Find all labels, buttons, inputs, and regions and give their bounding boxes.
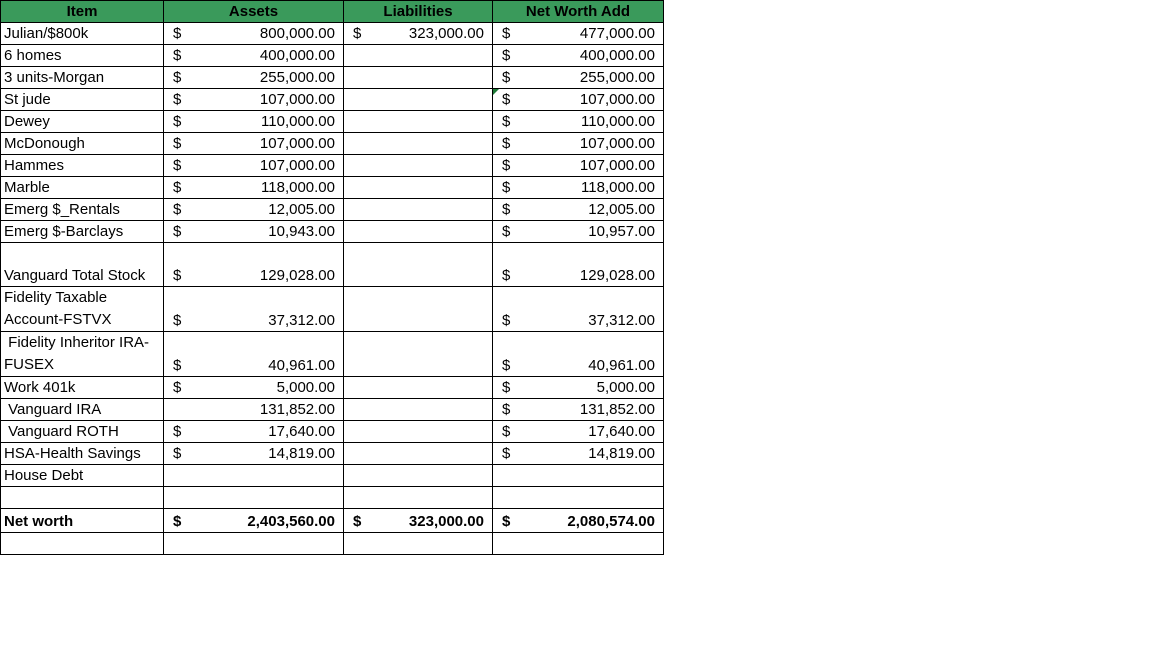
assets-cell[interactable] xyxy=(164,133,344,155)
liabilities-cell[interactable] xyxy=(344,177,493,199)
item-cell[interactable]: Hammes xyxy=(1,155,164,177)
currency-symbol: $ xyxy=(173,135,182,152)
currency-symbol: $ xyxy=(173,69,182,86)
amount: 118,000.00 xyxy=(581,179,655,196)
amount: 12,005.00 xyxy=(268,201,335,218)
table-row xyxy=(1,421,664,443)
net-cell[interactable] xyxy=(493,67,664,89)
currency-symbol: $ xyxy=(502,201,511,218)
liabilities-cell[interactable] xyxy=(344,399,493,421)
table-row xyxy=(1,287,664,332)
net-cell[interactable] xyxy=(493,221,664,243)
amount: 800,000.00 xyxy=(259,25,335,42)
item-cell[interactable]: McDonough xyxy=(1,133,164,155)
item-cell[interactable]: Fidelity Inheritor IRA-FUSEX xyxy=(1,332,164,377)
empty-cell[interactable] xyxy=(164,487,344,509)
amount: 107,000.00 xyxy=(259,91,335,108)
header-liabilities[interactable]: Liabilities xyxy=(344,1,493,23)
assets-cell[interactable] xyxy=(164,421,344,443)
table-row xyxy=(1,155,664,177)
table-row xyxy=(1,111,664,133)
item-cell[interactable]: 6 homes xyxy=(1,45,164,67)
liabilities-cell[interactable] xyxy=(344,221,493,243)
empty-cell[interactable] xyxy=(344,533,493,555)
net-cell[interactable] xyxy=(493,177,664,199)
item-cell[interactable]: Vanguard Total Stock xyxy=(1,243,164,287)
header-row xyxy=(1,1,664,23)
amount: 110,000.00 xyxy=(581,113,655,130)
empty-row xyxy=(1,533,664,555)
amount: 12,005.00 xyxy=(588,201,655,218)
assets-cell[interactable] xyxy=(164,287,344,332)
currency-symbol: $ xyxy=(173,312,182,329)
item-cell[interactable]: Emerg $-Barclays xyxy=(1,221,164,243)
net-cell[interactable] xyxy=(493,377,664,399)
currency-symbol: $ xyxy=(502,135,511,152)
assets-cell[interactable] xyxy=(164,465,344,487)
net-cell[interactable] xyxy=(493,421,664,443)
amount: 107,000.00 xyxy=(579,135,655,152)
assets-cell[interactable] xyxy=(164,243,344,287)
table-row xyxy=(1,67,664,89)
amount: 10,943.00 xyxy=(268,223,335,240)
assets-cell[interactable] xyxy=(164,177,344,199)
table-row xyxy=(1,23,664,45)
currency-symbol: $ xyxy=(173,47,182,64)
liabilities-cell[interactable] xyxy=(344,332,493,377)
currency-symbol: $ xyxy=(173,179,182,196)
liabilities-cell[interactable] xyxy=(344,243,493,287)
header-net-worth-add[interactable]: Net Worth Add xyxy=(493,1,664,23)
amount: 5,000.00 xyxy=(596,379,655,396)
currency-symbol: $ xyxy=(173,267,182,284)
table-row xyxy=(1,45,664,67)
total-assets-cell[interactable] xyxy=(164,509,344,533)
assets-cell[interactable] xyxy=(164,221,344,243)
amount: 129,028.00 xyxy=(259,267,335,284)
assets-cell[interactable] xyxy=(164,111,344,133)
amount: 323,000.00 xyxy=(408,513,484,530)
net-cell[interactable] xyxy=(493,199,664,221)
amount: 14,819.00 xyxy=(588,445,655,462)
liabilities-cell[interactable] xyxy=(344,443,493,465)
currency-symbol: $ xyxy=(502,25,511,42)
item-cell[interactable]: Vanguard IRA xyxy=(1,399,164,421)
currency-symbol: $ xyxy=(502,357,511,374)
currency-symbol: $ xyxy=(502,47,511,64)
empty-cell[interactable] xyxy=(493,533,664,555)
table-row xyxy=(1,443,664,465)
liabilities-cell[interactable] xyxy=(344,111,493,133)
currency-symbol: $ xyxy=(173,357,182,374)
item-cell[interactable]: Emerg $_Rentals xyxy=(1,199,164,221)
assets-cell[interactable] xyxy=(164,155,344,177)
net-cell[interactable] xyxy=(493,133,664,155)
amount: 40,961.00 xyxy=(588,357,655,374)
net-cell[interactable] xyxy=(493,111,664,133)
amount: 14,819.00 xyxy=(268,445,335,462)
amount: 107,000.00 xyxy=(259,157,335,174)
table-row xyxy=(1,399,664,421)
amount: 107,000.00 xyxy=(579,91,655,108)
currency-symbol: $ xyxy=(502,513,511,530)
liabilities-cell[interactable] xyxy=(344,45,493,67)
item-cell[interactable]: St jude xyxy=(1,89,164,111)
amount: 107,000.00 xyxy=(259,135,335,152)
currency-symbol: $ xyxy=(173,25,182,42)
empty-cell[interactable] xyxy=(344,487,493,509)
net-cell[interactable] xyxy=(493,287,664,332)
amount: 40,961.00 xyxy=(268,357,335,374)
currency-symbol: $ xyxy=(502,91,511,108)
amount: 255,000.00 xyxy=(579,69,655,86)
currency-symbol: $ xyxy=(173,201,182,218)
amount: 17,640.00 xyxy=(588,423,655,440)
currency-symbol: $ xyxy=(502,267,511,284)
net-cell[interactable] xyxy=(493,155,664,177)
net-cell[interactable] xyxy=(493,399,664,421)
net-cell[interactable] xyxy=(493,443,664,465)
net-cell[interactable] xyxy=(493,332,664,377)
currency-symbol: $ xyxy=(173,91,182,108)
header-assets[interactable]: Assets xyxy=(164,1,344,23)
net-cell[interactable] xyxy=(493,465,664,487)
amount: 37,312.00 xyxy=(268,312,335,329)
currency-symbol: $ xyxy=(502,69,511,86)
liabilities-cell[interactable] xyxy=(344,67,493,89)
table-row xyxy=(1,465,664,487)
empty-cell[interactable] xyxy=(1,487,164,509)
amount: 255,000.00 xyxy=(259,69,335,86)
assets-cell[interactable] xyxy=(164,377,344,399)
currency-symbol: $ xyxy=(353,25,362,42)
table-row xyxy=(1,377,664,399)
item-cell[interactable]: Work 401k xyxy=(1,377,164,399)
currency-symbol: $ xyxy=(173,113,182,130)
total-label[interactable]: Net worth xyxy=(1,509,164,533)
item-cell[interactable]: Marble xyxy=(1,177,164,199)
amount: 17,640.00 xyxy=(268,423,335,440)
currency-symbol: $ xyxy=(173,513,182,530)
assets-cell[interactable] xyxy=(164,399,344,421)
amount: 129,028.00 xyxy=(579,267,655,284)
amount: 400,000.00 xyxy=(259,47,335,64)
liabilities-cell[interactable] xyxy=(344,199,493,221)
amount: 131,852.00 xyxy=(579,401,655,418)
amount: 477,000.00 xyxy=(579,25,655,42)
liabilities-cell[interactable] xyxy=(344,465,493,487)
table-row xyxy=(1,221,664,243)
currency-symbol: $ xyxy=(502,445,511,462)
net-worth-spreadsheet xyxy=(0,0,664,555)
currency-symbol: $ xyxy=(353,513,362,530)
assets-cell[interactable] xyxy=(164,45,344,67)
currency-symbol: $ xyxy=(502,179,511,196)
total-net-cell[interactable] xyxy=(493,509,664,533)
item-cell[interactable]: HSA-Health Savings xyxy=(1,443,164,465)
assets-cell[interactable] xyxy=(164,23,344,45)
liabilities-cell[interactable] xyxy=(344,133,493,155)
header-item[interactable]: Item xyxy=(1,1,164,23)
amount: 37,312.00 xyxy=(588,312,655,329)
currency-symbol: $ xyxy=(502,157,511,174)
liabilities-cell[interactable] xyxy=(344,421,493,443)
currency-symbol: $ xyxy=(502,312,511,329)
liabilities-cell[interactable] xyxy=(344,287,493,332)
empty-cell[interactable] xyxy=(1,533,164,555)
liabilities-cell[interactable] xyxy=(344,23,493,45)
net-cell[interactable] xyxy=(493,45,664,67)
amount: 2,080,574.00 xyxy=(567,513,655,530)
amount: 10,957.00 xyxy=(588,223,655,240)
empty-row xyxy=(1,487,664,509)
currency-symbol: $ xyxy=(173,445,182,462)
liabilities-cell[interactable] xyxy=(344,89,493,111)
currency-symbol: $ xyxy=(502,379,511,396)
amount: 400,000.00 xyxy=(579,47,655,64)
amount: 110,000.00 xyxy=(261,113,335,130)
item-cell[interactable]: 3 units-Morgan xyxy=(1,67,164,89)
currency-symbol: $ xyxy=(502,113,511,130)
amount: 107,000.00 xyxy=(579,157,655,174)
table-row xyxy=(1,243,664,287)
comment-indicator-icon[interactable] xyxy=(493,89,499,95)
table-row xyxy=(1,133,664,155)
net-cell[interactable] xyxy=(493,23,664,45)
currency-symbol: $ xyxy=(173,423,182,440)
item-cell[interactable]: House Debt xyxy=(1,465,164,487)
table-row xyxy=(1,199,664,221)
item-cell[interactable]: Fidelity Taxable Account-FSTVX xyxy=(1,287,164,332)
currency-symbol: $ xyxy=(502,223,511,240)
currency-symbol: $ xyxy=(173,223,182,240)
amount: 323,000.00 xyxy=(408,25,484,42)
currency-symbol: $ xyxy=(502,401,511,418)
liabilities-cell[interactable] xyxy=(344,377,493,399)
currency-symbol: $ xyxy=(173,157,182,174)
table-row xyxy=(1,177,664,199)
assets-cell[interactable] xyxy=(164,199,344,221)
amount: 2,403,560.00 xyxy=(247,513,335,530)
assets-cell[interactable] xyxy=(164,67,344,89)
total-liabilities-cell[interactable] xyxy=(344,509,493,533)
net-cell[interactable] xyxy=(493,243,664,287)
currency-symbol: $ xyxy=(502,423,511,440)
item-cell[interactable]: Vanguard ROTH xyxy=(1,421,164,443)
amount: 118,000.00 xyxy=(261,179,335,196)
item-cell[interactable]: Dewey xyxy=(1,111,164,133)
item-cell[interactable]: Julian/$800k xyxy=(1,23,164,45)
liabilities-cell[interactable] xyxy=(344,155,493,177)
net-cell[interactable] xyxy=(493,89,664,111)
assets-cell[interactable] xyxy=(164,332,344,377)
empty-cell[interactable] xyxy=(493,487,664,509)
amount: 131,852.00 xyxy=(259,401,335,418)
table-row xyxy=(1,89,664,111)
empty-cell[interactable] xyxy=(164,533,344,555)
table-row xyxy=(1,332,664,377)
currency-symbol: $ xyxy=(173,379,182,396)
net-worth-total-row xyxy=(1,509,664,533)
assets-cell[interactable] xyxy=(164,89,344,111)
assets-cell[interactable] xyxy=(164,443,344,465)
amount: 5,000.00 xyxy=(276,379,335,396)
